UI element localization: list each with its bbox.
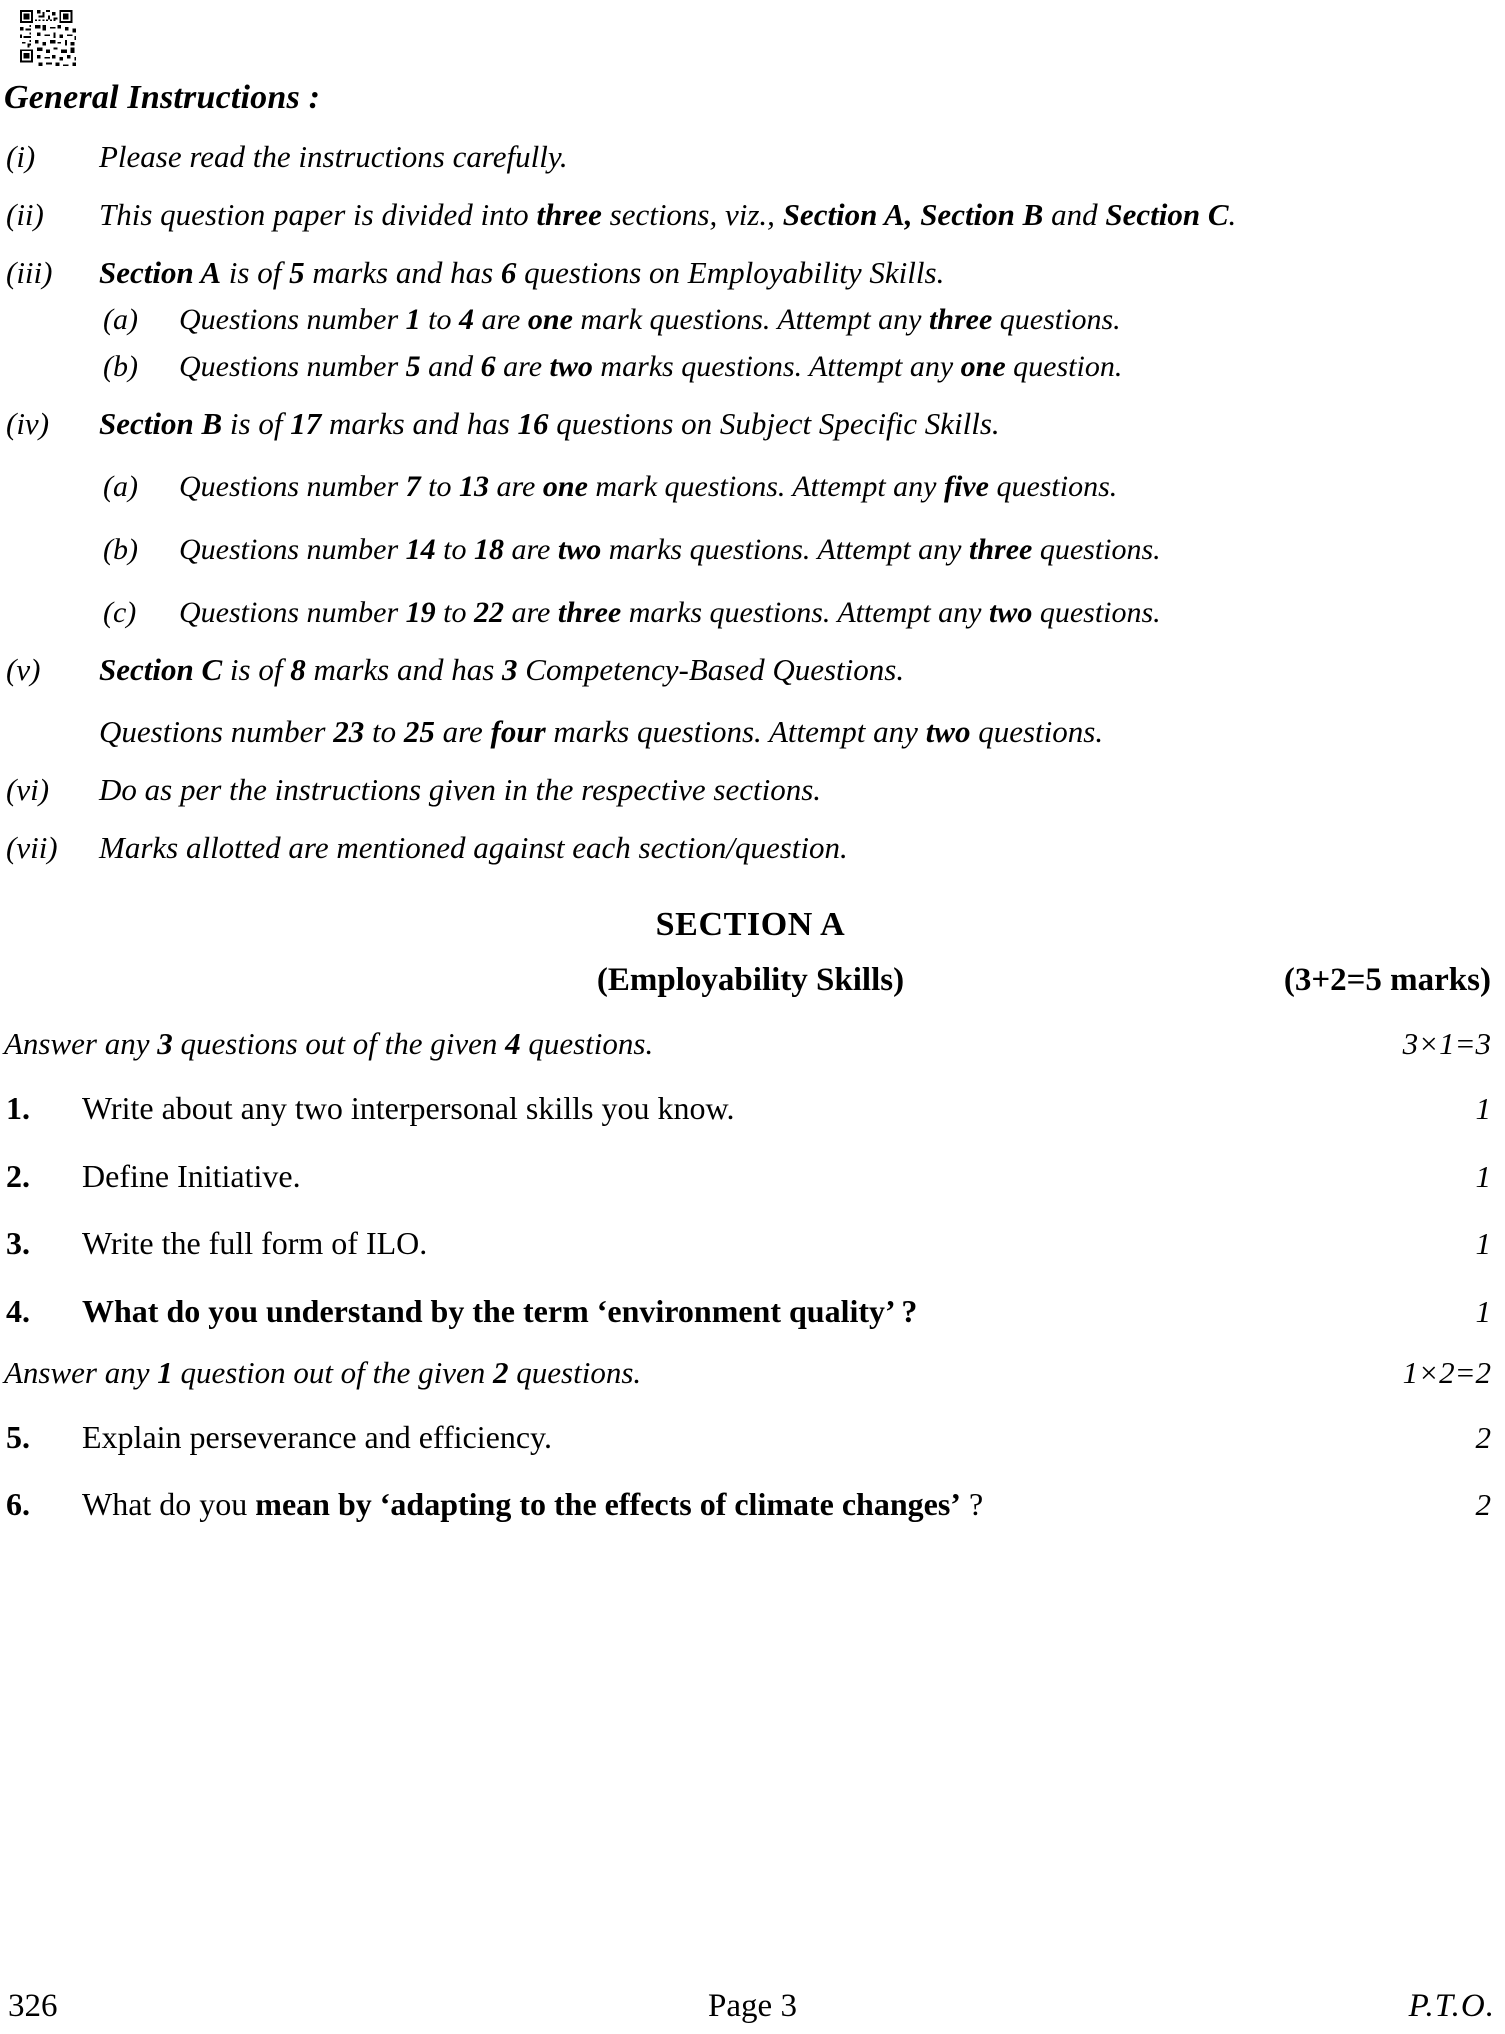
emphasis-text: 18 [474,532,504,566]
body-text: and [1043,197,1106,233]
footer-page-number: Page 3 [708,1988,797,2024]
body-text: Explain perseverance and efficiency. [82,1418,552,1455]
body-text: are [504,595,558,629]
instruction-text [99,402,1497,446]
instruction-marker: (ii) [6,197,44,233]
body-text: Questions number [179,303,406,337]
body-text: are [489,470,543,504]
page-footer [0,1988,1505,2034]
instruction-item [4,648,1497,754]
instruction-text [99,251,1497,295]
body-text: to [364,714,404,750]
body-text: is of [221,255,290,291]
question-number: 3. [6,1225,30,1262]
footer-paper-code: 326 [8,1988,58,2024]
question-marks: 2 [1475,1487,1491,1523]
emphasis-text: three [536,197,602,233]
body-text: Questions number [179,595,406,629]
instruction-subitem [99,466,1497,509]
instruction-marker: (v) [6,652,41,688]
subitem-marker: (b) [103,349,138,383]
directive-two-marks: 1×2=2 [1402,1354,1491,1390]
emphasis-text: two [988,595,1033,629]
section-a-subtitle: (Employability Skills) [596,962,905,999]
instructions-list [4,135,1497,870]
subitem-text [179,299,1497,342]
emphasis-text: one [542,470,588,504]
emphasis-text: 13 [459,470,489,504]
emphasis-text: 16 [517,406,549,442]
footer-pto: P.T.O. [1408,1988,1495,2024]
body-text: What do you [82,1486,256,1523]
body-text: questions. [988,470,1118,504]
subitem-text [179,592,1497,635]
body-text: to [435,532,474,566]
instruction-subitem [99,346,1497,389]
subitem-marker: (a) [103,470,138,504]
body-text: question. [1005,349,1123,383]
question-row [4,1484,1497,1526]
body-text: marks questions. Attempt any [592,349,961,383]
body-text: questions. [992,303,1121,337]
general-instructions-heading: General Instructions : [4,79,321,116]
emphasis-text: 25 [403,714,435,750]
subitem-marker: (b) [103,532,138,566]
body-text: marks and has [305,652,503,688]
emphasis-text: 2 [493,1354,509,1390]
question-text [82,1484,1476,1526]
body-text: questions. [1032,595,1161,629]
instruction-item [4,826,1497,870]
questions-group-one [4,1088,1497,1332]
emphasis-text: four [490,714,546,750]
emphasis-text: 6 [500,255,517,291]
instruction-marker: (vii) [6,830,58,866]
question-marks: 1 [1475,1158,1491,1194]
directive-one [4,1026,1497,1062]
body-text: and [420,349,481,383]
subitem-marker: (c) [103,595,137,629]
directive-two [4,1355,1497,1391]
emphasis-text: 4 [459,303,474,337]
emphasis-text: 4 [505,1026,521,1062]
instruction-marker: (vi) [6,772,50,808]
body-text: Please read the instructions carefully. [99,139,568,175]
body-text: questions. [970,714,1104,750]
directive-one-text [4,1026,1403,1062]
emphasis-text: three [969,532,1033,566]
paper-body [0,78,1505,1526]
question-number: 6. [6,1486,30,1523]
emphasis-text: Section C [1105,197,1229,233]
body-text: marks questions. Attempt any [545,714,926,750]
emphasis-text: 22 [474,595,504,629]
body-text: questions on Subject Specific Skills. [548,406,1000,442]
instruction-item [4,193,1497,237]
body-text: questions. [520,1026,654,1062]
body-text: is of [222,406,291,442]
body-text: marks and has [321,406,518,442]
body-text: Write about any two interpersonal skills you know. [82,1090,735,1127]
body-text: Questions number [99,714,334,750]
body-text: question out of the given [172,1354,494,1390]
subitem-marker: (a) [103,303,138,337]
instruction-trailing-paragraph [99,710,1497,754]
emphasis-text: 1 [405,303,421,337]
body-text: questions on Employability Skills. [516,255,945,291]
instruction-item [4,135,1497,179]
body-text: Write the full form of ILO. [82,1225,428,1262]
question-marks: 1 [1475,1293,1491,1329]
emphasis-text: Section C [99,652,223,688]
emphasis-text: 1 [157,1354,173,1390]
subitem-text [179,529,1497,572]
directive-one-marks: 3×1=3 [1402,1026,1491,1062]
body-text: Questions number [179,349,406,383]
question-marks: 1 [1475,1226,1491,1262]
question-row [4,1223,1497,1265]
question-text [82,1417,1476,1459]
emphasis-text: 5 [405,349,421,383]
emphasis-text: one [960,349,1006,383]
body-text: ? [960,1486,984,1523]
emphasis-text: 14 [405,532,436,566]
emphasis-text: mean by ‘adapting to the effects of climate changes’ [255,1486,961,1523]
qr-code-icon [18,8,80,70]
emphasis-text: three [557,595,622,629]
question-row [4,1156,1497,1198]
question-marks: 2 [1475,1419,1491,1455]
emphasis-text: What do you understand by the term ‘environment quality’ ? [82,1292,918,1329]
body-text: mark questions. Attempt any [572,303,929,337]
body-text: are [434,714,491,750]
body-text: are [504,532,558,566]
body-text: Answer any [4,1354,158,1390]
body-text: questions out of the given [172,1026,506,1062]
body-text: to [420,470,459,504]
emphasis-text: 8 [290,652,306,688]
body-text: are [495,349,550,383]
section-a-title: SECTION A [655,906,846,944]
question-marks: 1 [1475,1091,1491,1127]
subitem-text [179,346,1497,389]
body-text: marks and has [304,255,501,291]
emphasis-text: Section B [99,406,223,442]
question-text [82,1156,1476,1198]
emphasis-text: 17 [290,406,322,442]
instruction-text [99,193,1497,237]
body-text: Answer any [4,1026,158,1062]
question-number: 1. [6,1090,30,1127]
question-number: 2. [6,1157,30,1194]
instruction-subitem [99,529,1497,572]
instruction-subitem [99,592,1497,635]
questions-group-two [4,1417,1497,1526]
body-text: Questions number [179,532,406,566]
body-text: This question paper is divided into [99,197,537,233]
instruction-subitem [99,299,1497,342]
emphasis-text: three [928,303,993,337]
body-text: marks questions. Attempt any [601,532,969,566]
emphasis-text: 5 [289,255,305,291]
body-text: questions. [1032,532,1161,566]
body-text: to [435,595,474,629]
emphasis-text: 6 [480,349,496,383]
emphasis-text: 7 [405,470,421,504]
emphasis-text: five [943,470,989,504]
instruction-text [99,135,1497,179]
body-text: mark questions. Attempt any [587,470,944,504]
instruction-text [99,768,1497,812]
question-text [82,1088,1476,1130]
emphasis-text: 3 [502,652,518,688]
section-a-marks: (3+2=5 marks) [1283,962,1491,999]
body-text: are [474,303,528,337]
question-text [82,1223,1476,1265]
instruction-item [4,402,1497,634]
emphasis-text: 3 [157,1026,173,1062]
emphasis-text: two [557,532,602,566]
emphasis-text: 19 [405,595,436,629]
question-number: 5. [6,1418,30,1455]
instruction-marker: (i) [6,139,36,175]
emphasis-text: one [527,303,573,337]
emphasis-text: two [549,349,593,383]
instruction-item [4,251,1497,388]
body-text: Do as per the instructions given in the respective sections. [99,772,822,808]
instruction-text [99,648,1497,692]
emphasis-text: two [925,714,971,750]
directive-two-text [4,1355,1403,1391]
question-row [4,1088,1497,1130]
emphasis-text: 23 [333,714,365,750]
emphasis-text: Section A, Section B [782,197,1044,233]
body-text: is of [222,652,291,688]
question-text [82,1291,1476,1333]
body-text: Marks allotted are mentioned against each section/question. [99,830,848,866]
body-text: questions. [508,1354,642,1390]
body-text: marks questions. Attempt any [621,595,989,629]
subitem-text [179,466,1497,509]
body-text: Competency-Based Questions. [517,652,905,688]
body-text: sections, viz., [601,197,783,233]
question-number: 4. [6,1292,30,1329]
instruction-text [99,826,1497,870]
body-text: . [1228,197,1237,233]
body-text: Define Initiative. [82,1157,301,1194]
emphasis-text: Section A [99,255,222,291]
section-a-subtitle-row [4,962,1497,1004]
body-text: Questions number [179,470,406,504]
instruction-item [4,768,1497,812]
body-text: to [420,303,459,337]
question-row [4,1291,1497,1333]
instruction-marker: (iii) [6,255,53,291]
question-row [4,1417,1497,1459]
instruction-marker: (iv) [6,406,50,442]
